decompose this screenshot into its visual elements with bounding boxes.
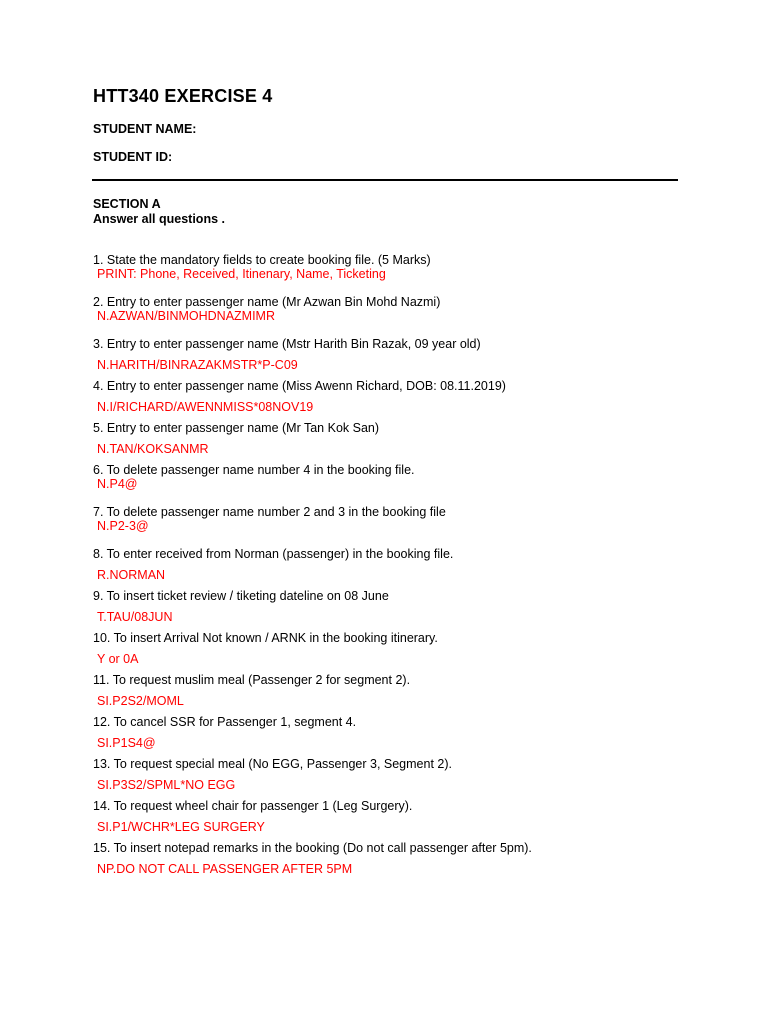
question-text: 3. Entry to enter passenger name (Mstr Harith Bin Razak, 09 year old) xyxy=(93,337,481,351)
section-heading: SECTION A xyxy=(93,197,161,211)
page-title: HTT340 EXERCISE 4 xyxy=(93,86,273,106)
student-name-label: STUDENT NAME: xyxy=(93,122,197,136)
answer-text: SI.P1/WCHR*LEG SURGERY xyxy=(97,820,265,834)
answer-text: N.P2-3@ xyxy=(97,519,149,533)
question-text: 9. To insert ticket review / tiketing dateline on 08 June xyxy=(93,589,389,603)
answer-text: SI.P1S4@ xyxy=(97,736,156,750)
answer-text: Y or 0A xyxy=(97,652,139,666)
answer-text: SI.P3S2/SPML*NO EGG xyxy=(97,778,236,792)
answer-text: PRINT: Phone, Received, Itinenary, Name, Ticketing xyxy=(97,267,386,281)
question-text: 5. Entry to enter passenger name (Mr Tan Kok San) xyxy=(93,421,380,435)
answer-text: N.I/RICHARD/AWENNMISS*08NOV19 xyxy=(97,400,314,414)
question-text: 15. To insert notepad remarks in the booking (Do not call passenger after 5pm). xyxy=(93,841,532,855)
question-text: 6. To delete passenger name number 4 in the booking file. xyxy=(93,463,415,477)
question-text: 13. To request special meal (No EGG, Passenger 3, Segment 2). xyxy=(93,757,452,771)
answer-text: N.TAN/KOKSANMR xyxy=(97,442,209,456)
question-text: 1. State the mandatory fields to create booking file. (5 Marks) xyxy=(93,253,431,267)
answer-text: N.HARITH/BINRAZAKMSTR*P-C09 xyxy=(97,358,298,372)
answer-text: NP.DO NOT CALL PASSENGER AFTER 5PM xyxy=(97,862,353,876)
question-text: 4. Entry to enter passenger name (Miss Awenn Richard, DOB: 08.11.2019) xyxy=(93,379,506,393)
question-text: 11. To request muslim meal (Passenger 2 for segment 2). xyxy=(93,673,411,687)
student-id-label: STUDENT ID: xyxy=(93,150,173,164)
answer-text: N.AZWAN/BINMOHDNAZMIMR xyxy=(97,309,275,323)
answer-text: N.P4@ xyxy=(97,477,138,491)
section-instruction: Answer all questions . xyxy=(93,212,225,226)
answer-text: SI.P2S2/MOML xyxy=(97,694,184,708)
question-text: 8. To enter received from Norman (passenger) in the booking file. xyxy=(93,547,454,561)
question-text: 2. Entry to enter passenger name (Mr Azwan Bin Mohd Nazmi) xyxy=(93,295,441,309)
question-text: 14. To request wheel chair for passenger 1 (Leg Surgery). xyxy=(93,799,413,813)
divider xyxy=(92,179,678,181)
question-text: 7. To delete passenger name number 2 and 3 in the booking file xyxy=(93,505,446,519)
question-text: 12. To cancel SSR for Passenger 1, segment 4. xyxy=(93,715,357,729)
answer-text: T.TAU/08JUN xyxy=(97,610,173,624)
answer-text: R.NORMAN xyxy=(97,568,166,582)
question-text: 10. To insert Arrival Not known / ARNK in the booking itinerary. xyxy=(93,631,438,645)
